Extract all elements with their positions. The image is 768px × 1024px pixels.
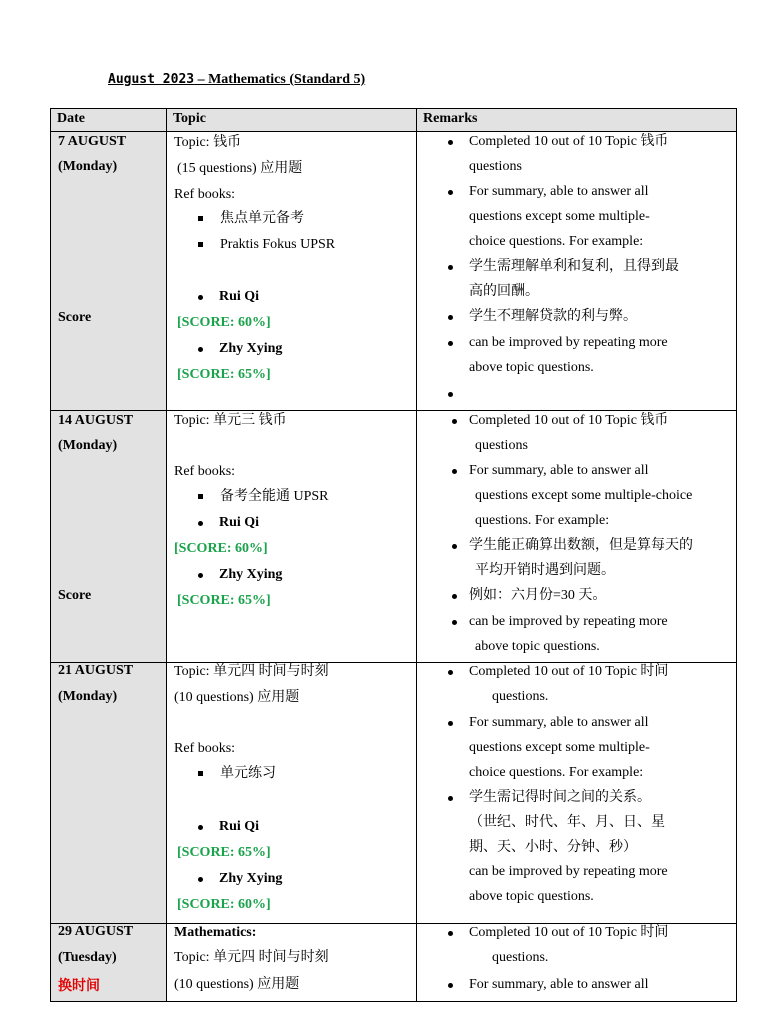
- remark-text: can be improved by repeating more: [469, 864, 668, 879]
- remark-text: Completed 10 out of 10 Topic 时间: [469, 925, 669, 940]
- bullet-icon: [452, 469, 457, 474]
- remark-text: choice questions. For example:: [469, 765, 644, 780]
- ref-book: 备考全能通 UPSR: [220, 489, 329, 504]
- day-label: (Monday): [58, 438, 118, 453]
- student-name: Zhy Xying: [219, 567, 283, 582]
- student-score: [SCORE: 65%]: [177, 845, 271, 860]
- square-bullet-icon: [198, 494, 203, 499]
- remark-text: above topic questions.: [475, 639, 600, 654]
- bullet-icon: [448, 796, 453, 801]
- table-row: [51, 132, 737, 411]
- remark-text: For summary, able to answer all: [469, 715, 649, 730]
- student-score: [SCORE: 65%]: [177, 593, 271, 608]
- topic-sub: (10 questions) 应用题: [174, 690, 300, 705]
- title-rest: – Mathematics (Standard 5): [194, 72, 366, 87]
- remark-text: questions except some multiple-: [469, 209, 650, 224]
- remark-text: questions: [469, 159, 522, 174]
- remarks-cell: [417, 924, 737, 1002]
- remark-text: 学生能正确算出数额，但是算每天的: [469, 538, 693, 553]
- student-name: Zhy Xying: [219, 341, 283, 356]
- remark-text: 学生需理解单利和复利，且得到最: [469, 259, 679, 274]
- date-cell: [51, 132, 167, 411]
- square-bullet-icon: [198, 242, 203, 247]
- bullet-icon: [198, 295, 203, 300]
- remarks-cell: [417, 663, 737, 924]
- remark-text: Completed 10 out of 10 Topic 钱币: [469, 134, 669, 149]
- ref-book: 单元练习: [220, 766, 276, 781]
- bullet-icon: [448, 315, 453, 320]
- remark-text: questions except some multiple-: [469, 740, 650, 755]
- date-label: 7 AUGUST: [58, 134, 127, 149]
- square-bullet-icon: [198, 771, 203, 776]
- ref-books-label: Ref books:: [174, 464, 236, 479]
- bullet-icon: [452, 419, 457, 424]
- remark-text: （世纪、时代、年、月、日、星: [469, 815, 665, 830]
- topic-sub: (10 questions) 应用题: [174, 977, 300, 992]
- bullet-icon: [448, 392, 453, 397]
- remark-text: can be improved by repeating more: [469, 335, 668, 350]
- remark-text: For summary, able to answer all: [469, 977, 649, 992]
- date-label: 21 AUGUST: [58, 663, 134, 678]
- bullet-icon: [452, 544, 457, 549]
- bullet-icon: [448, 265, 453, 270]
- student-name: Rui Qi: [219, 819, 260, 834]
- date-cell: [51, 411, 167, 663]
- bullet-icon: [198, 825, 203, 830]
- ref-book: Praktis Fokus UPSR: [220, 237, 336, 252]
- remark-text: questions.: [492, 950, 549, 965]
- change-time-label: 换时间: [58, 979, 100, 994]
- student-score: [SCORE: 60%]: [177, 315, 271, 330]
- student-score: [SCORE: 60%]: [177, 897, 271, 912]
- title-month: August 2023: [108, 72, 195, 87]
- remark-text: For summary, able to answer all: [469, 463, 649, 478]
- student-name: Rui Qi: [219, 289, 260, 304]
- day-label: (Monday): [58, 159, 118, 174]
- remark-text: 平均开销时遇到问题。: [475, 563, 615, 578]
- bullet-icon: [448, 670, 453, 675]
- student-score: [SCORE: 65%]: [177, 367, 271, 382]
- remark-text: questions.: [492, 689, 549, 704]
- remark-text: choice questions. For example:: [469, 234, 644, 249]
- remark-text: For summary, able to answer all: [469, 184, 649, 199]
- table-row: [51, 663, 737, 924]
- student-name: Rui Qi: [219, 515, 260, 530]
- header-row: [51, 109, 737, 132]
- bullet-icon: [448, 931, 453, 936]
- remark-text: 期、天、小时、分钟、秒）: [469, 840, 637, 855]
- remark-text: 高的回酬。: [469, 284, 539, 299]
- day-label: (Tuesday): [58, 950, 117, 965]
- ref-book: 焦点单元备考: [220, 211, 304, 226]
- remark-text: questions. For example:: [475, 513, 610, 528]
- topic-line: Topic: 单元四 时间与时刻: [174, 950, 329, 965]
- remarks-cell: [417, 132, 737, 411]
- remark-text: questions except some multiple-choice: [475, 488, 693, 503]
- bullet-icon: [198, 573, 203, 578]
- remark-text: 学生不理解贷款的利与弊。: [469, 309, 637, 324]
- date-cell: [51, 663, 167, 924]
- topic-line: Topic: 钱币: [174, 135, 242, 150]
- topic-line: Topic: 单元三 钱币: [174, 413, 287, 428]
- topic-cell: [167, 411, 417, 663]
- student-name: Zhy Xying: [219, 871, 283, 886]
- header-date: Date: [51, 109, 167, 132]
- topic-sub: (15 questions) 应用题: [177, 161, 303, 176]
- remark-text: above topic questions.: [469, 360, 594, 375]
- remark-text: above topic questions.: [469, 889, 594, 904]
- remark-text: 学生需记得时间之间的关系。: [469, 790, 651, 805]
- table-row: [51, 924, 737, 1002]
- bullet-icon: [452, 594, 457, 599]
- remarks-cell: [417, 411, 737, 663]
- ref-books-label: Ref books:: [174, 187, 236, 202]
- header-remarks: Remarks: [417, 109, 737, 132]
- table-row: [51, 411, 737, 663]
- remark-text: can be improved by repeating more: [469, 614, 668, 629]
- bullet-icon: [198, 521, 203, 526]
- day-label: (Monday): [58, 689, 118, 704]
- topic-cell: [167, 132, 417, 411]
- student-score: [SCORE: 60%]: [174, 541, 268, 556]
- remark-text: Completed 10 out of 10 Topic 钱币: [469, 413, 669, 428]
- bullet-icon: [448, 140, 453, 145]
- score-label: Score: [58, 310, 92, 325]
- bullet-icon: [448, 721, 453, 726]
- subject-label: Mathematics:: [174, 925, 257, 940]
- remark-text: 例如：六月份=30 天。: [469, 588, 607, 603]
- remark-text: Completed 10 out of 10 Topic 时间: [469, 664, 669, 679]
- bullet-icon: [448, 983, 453, 988]
- bullet-icon: [198, 877, 203, 882]
- date-label: 14 AUGUST: [58, 413, 134, 428]
- score-label: Score: [58, 588, 92, 603]
- ref-books-label: Ref books:: [174, 741, 236, 756]
- header-topic: Topic: [167, 109, 417, 132]
- date-label: 29 AUGUST: [58, 924, 134, 939]
- topic-line: Topic: 单元四 时间与时刻: [174, 664, 329, 679]
- bullet-icon: [452, 620, 457, 625]
- date-cell: [51, 924, 167, 1002]
- bullet-icon: [448, 190, 453, 195]
- square-bullet-icon: [198, 216, 203, 221]
- remark-text: questions: [475, 438, 528, 453]
- document-title: [108, 72, 365, 88]
- bullet-icon: [198, 347, 203, 352]
- bullet-icon: [448, 341, 453, 346]
- schedule-table: [50, 108, 737, 1002]
- topic-cell: [167, 663, 417, 924]
- topic-cell: [167, 924, 417, 1002]
